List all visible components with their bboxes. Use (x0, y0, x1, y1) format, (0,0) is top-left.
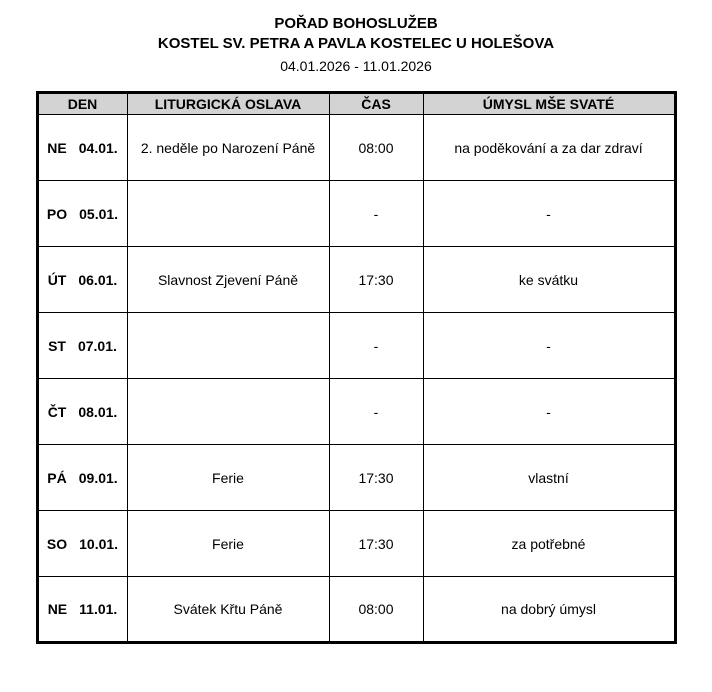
header-row (37, 93, 675, 115)
day-cell (37, 577, 127, 643)
table-row (37, 313, 675, 379)
day-cell (37, 247, 127, 313)
intention-cell: - (423, 313, 675, 379)
intention-cell: vlastní (423, 445, 675, 511)
intention-cell: na dobrý úmysl (423, 577, 675, 643)
day-date: 04.01. (78, 139, 118, 156)
table-row (37, 247, 675, 313)
header-liturgicka-oslava: LITURGICKÁ OSLAVA (127, 93, 329, 115)
day-abbrev: PÁ (47, 469, 67, 486)
day-cell (37, 313, 127, 379)
day-cell (37, 115, 127, 181)
title-block (0, 14, 712, 75)
day-date: 10.01. (79, 535, 119, 552)
time-cell: - (329, 181, 423, 247)
day-date: 06.01. (78, 271, 118, 288)
intention-cell: - (423, 379, 675, 445)
time-cell: 17:30 (329, 511, 423, 577)
day-date: 08.01. (78, 403, 118, 420)
schedule-table (36, 91, 677, 644)
day-abbrev: ÚT (47, 271, 67, 288)
day-cell (37, 181, 127, 247)
time-cell: 08:00 (329, 577, 423, 643)
day-date: 07.01. (77, 337, 117, 354)
time-cell: 17:30 (329, 247, 423, 313)
day-abbrev: ST (48, 337, 66, 354)
page-subtitle: KOSTEL SV. PETRA A PAVLA KOSTELEC U HOLEŠOVA (157, 35, 555, 53)
table-row (37, 511, 675, 577)
celebration-cell (127, 313, 329, 379)
intention-cell: na poděkování a za dar zdraví (423, 115, 675, 181)
day-date: 09.01. (78, 469, 118, 486)
table-row (37, 379, 675, 445)
header-den: DEN (37, 93, 127, 115)
intention-cell: - (423, 181, 675, 247)
table-row (37, 577, 675, 643)
time-cell: 08:00 (329, 115, 423, 181)
celebration-cell: Svátek Křtu Páně (127, 577, 329, 643)
day-cell (37, 511, 127, 577)
day-abbrev: SO (46, 535, 68, 552)
header-cas: ČAS (329, 93, 423, 115)
celebration-cell: Slavnost Zjevení Páně (127, 247, 329, 313)
intention-cell: za potřebné (423, 511, 675, 577)
celebration-cell: Ferie (127, 445, 329, 511)
celebration-cell: 2. neděle po Narození Páně (127, 115, 329, 181)
date-range: 04.01.2026 - 11.01.2026 (280, 57, 432, 74)
table-row (37, 445, 675, 511)
page-title: POŘAD BOHOSLUŽEB (274, 15, 438, 32)
intention-cell: ke svátku (423, 247, 675, 313)
day-abbrev: PO (46, 205, 68, 222)
time-cell: - (329, 313, 423, 379)
celebration-cell (127, 181, 329, 247)
day-abbrev: NE (47, 139, 67, 156)
day-abbrev: ČT (47, 403, 67, 420)
celebration-cell: Ferie (127, 511, 329, 577)
day-cell (37, 379, 127, 445)
day-cell (37, 445, 127, 511)
day-date: 11.01. (79, 601, 118, 618)
table-row (37, 115, 675, 181)
header-umysl: ÚMYSL MŠE SVATÉ (423, 93, 675, 115)
time-cell: 17:30 (329, 445, 423, 511)
day-date: 05.01. (79, 205, 119, 222)
day-abbrev: NE (47, 601, 68, 618)
time-cell: - (329, 379, 423, 445)
table-row (37, 181, 675, 247)
celebration-cell (127, 379, 329, 445)
